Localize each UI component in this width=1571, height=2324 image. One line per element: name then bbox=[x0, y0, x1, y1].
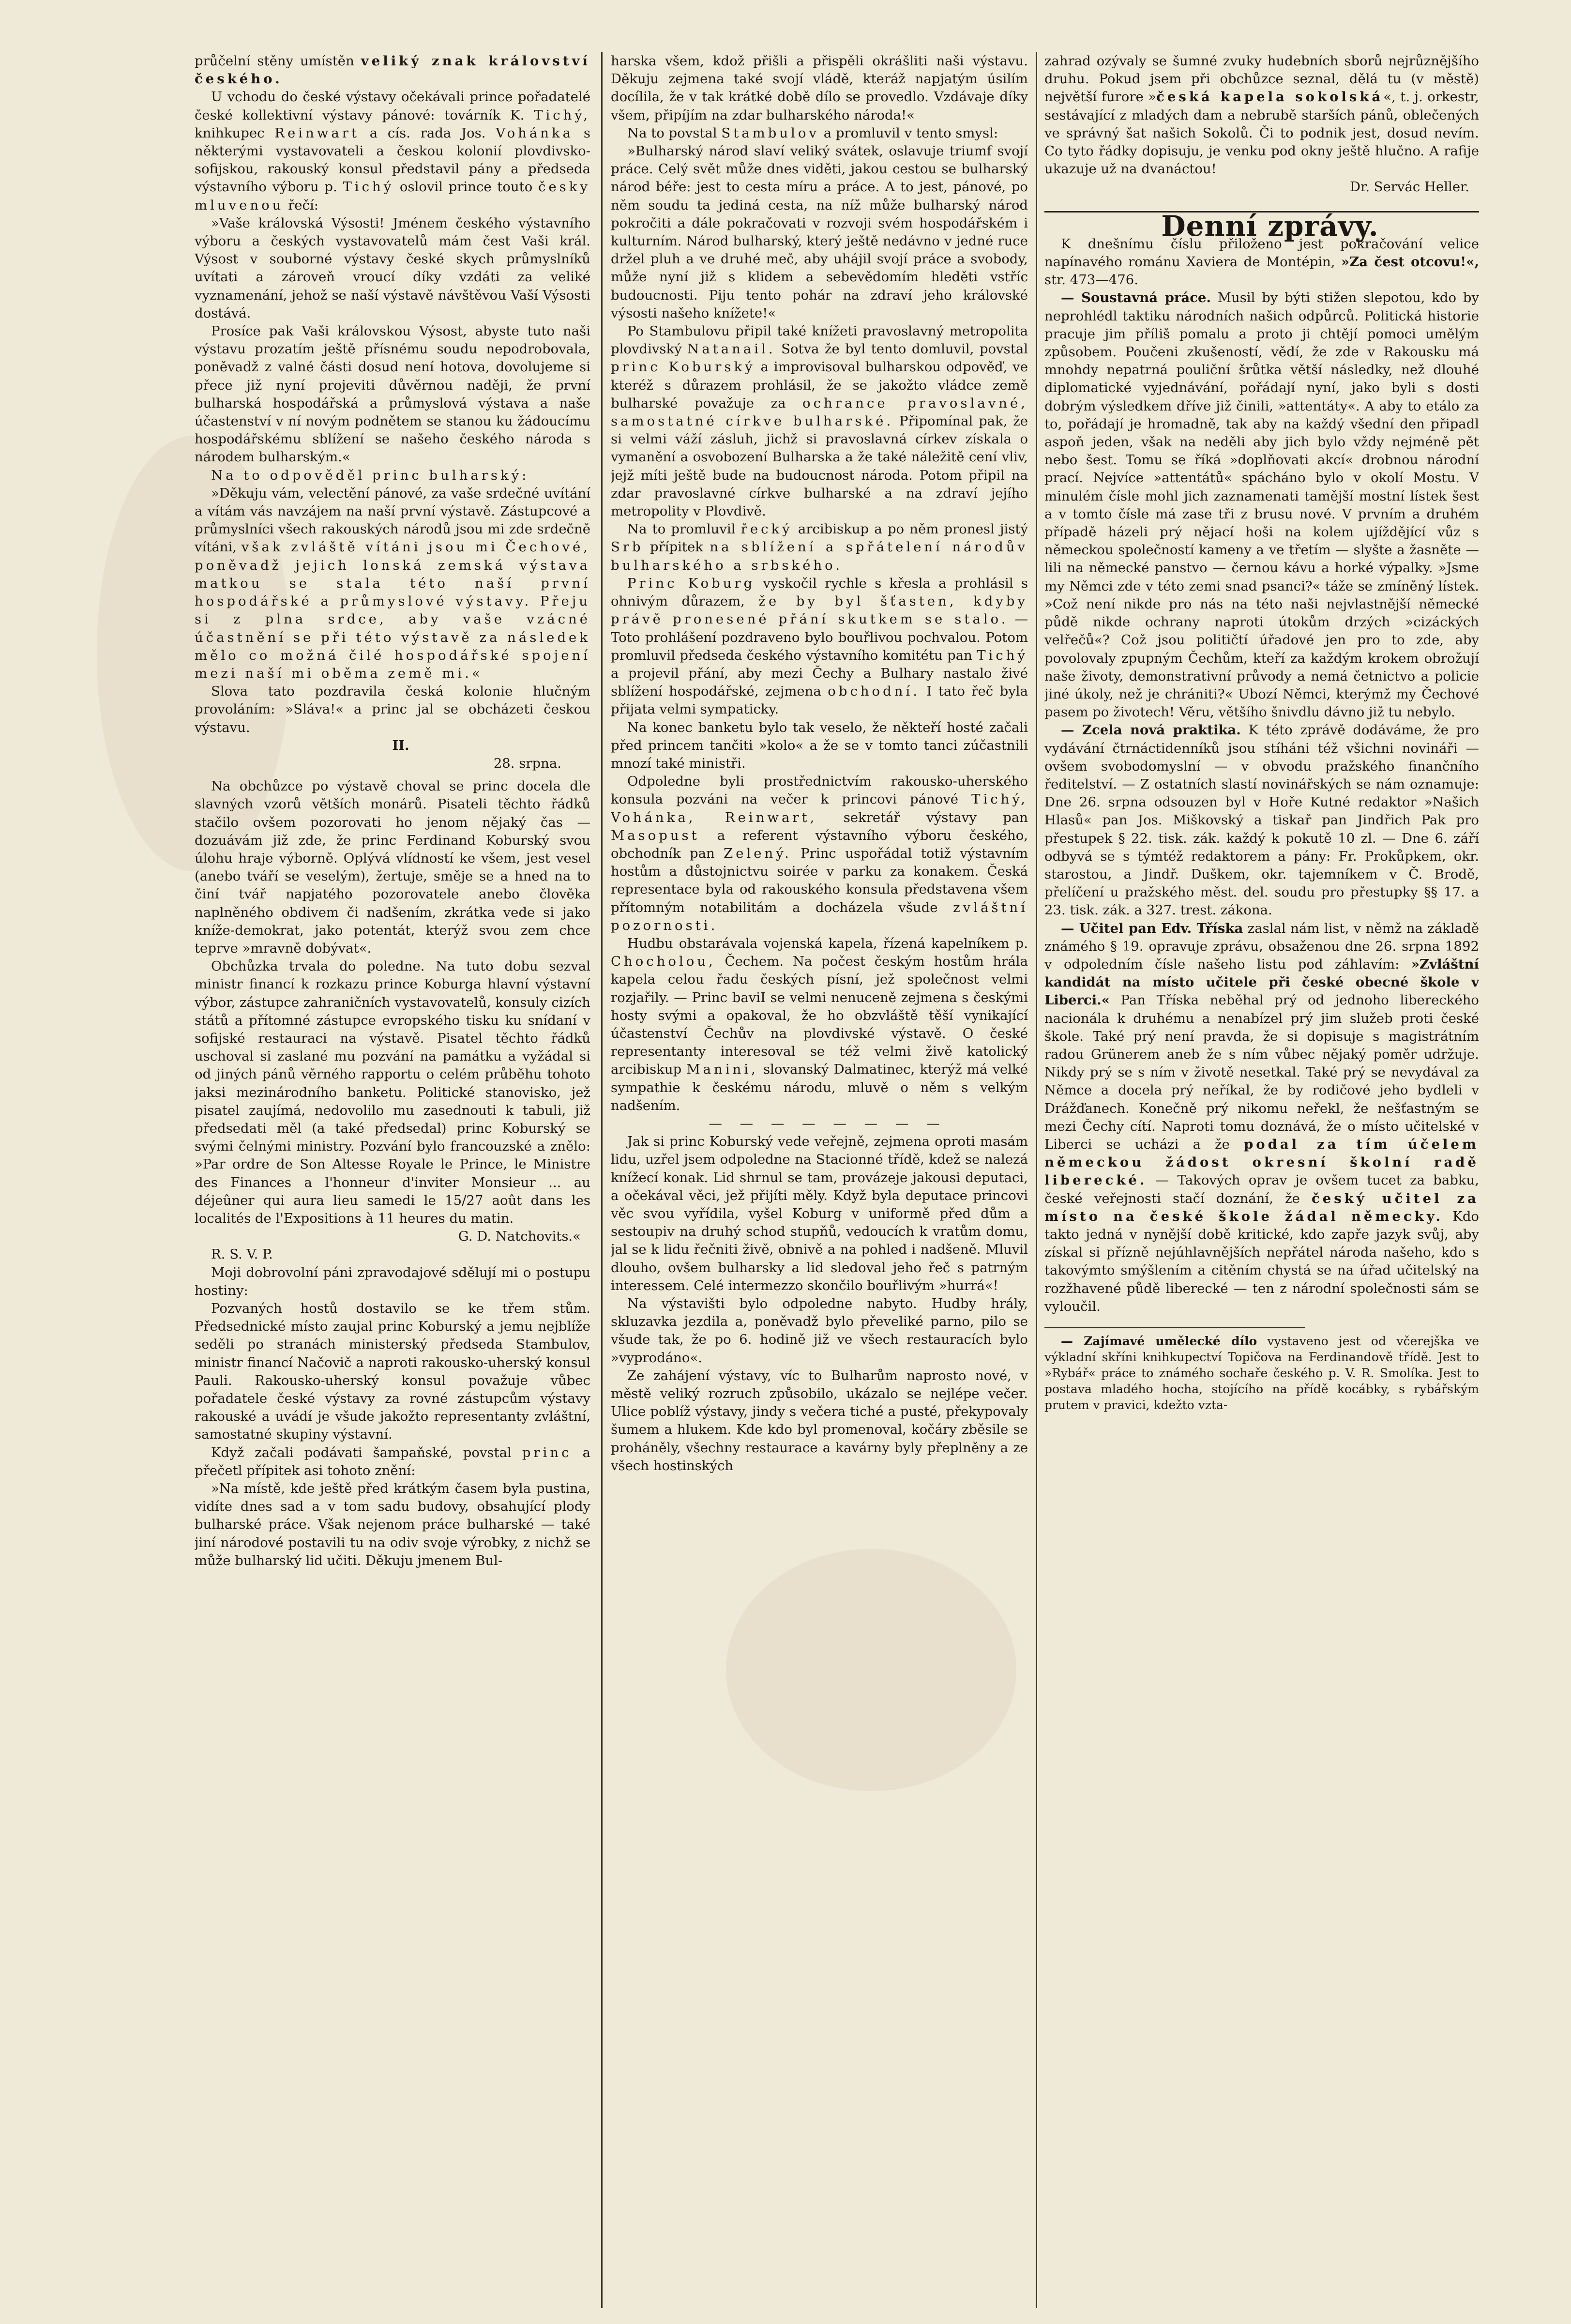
column-rule bbox=[601, 52, 603, 2308]
column-2 bbox=[611, 52, 1028, 2318]
paragraph: Odpoledne byli prostřednictvím rakousko-uherského konsula pozváni na večer k princovi pánové Tichý, Vohánka, Reinwart, sekretář výstavy pan Masopust a referent výstavního výboru českého, obchodník pan Zelený. Princ uspořádal totiž výstavním hostům a důstojnictvu soirée v parku za konakem. Česká representace byla od rakouského konsula představena všem přítomným notabilitám a docházela všude zvláštní pozornosti. bbox=[611, 774, 1028, 933]
rsvp: R. S. V. P. bbox=[211, 1246, 273, 1262]
column-rule bbox=[1036, 52, 1037, 2308]
paragraph: Prosíce pak Vaši královskou Výsost, abyste tuto naši výstavu prozatím ještě přísnému soudu nepodrobovala, poněvadž z valné části dosud není hotova, dovolujeme si přece již nyní projeviti důvěrnou naději, že první bulharská hospodářská a průmyslová výstava a naše účastenství v ní novým podnětem se stanou ku žádoucímu hospodářskému sblížení se našeho českého národa s národem bulharským.« bbox=[195, 323, 590, 465]
paragraph: — Učitel pan Edv. Tříska zaslal nám list, v němž na základě známého § 19. opravuje zprávu, obsaženou dne 26. srpna 1892 v odpoledním čísle našeho listu pod záhlavím: »Zvláštní kandidát na místo učitele při české obecné škole v Liberci.« Pan Tříska neběhal prý od jednoho libereckého nacionála k druhému a nenabízel prý jim služeb proti české škole. Také prý není pravda, že si dopisuje s magistrátním radou Grünerem aneb že s ním vůbec nějaký poměr udržuje. Nikdy prý se s ním v životě nesetkal. Také prý se nevydával za Němce a docela prý neříkal, že by rodičové jeho bydleli v Drážďanech. Konečně prý nikomu neřekl, že nešťastným se mezi Čechy cítí. Naproti tomu doznává, že o místo učitelské v Liberci se ucházi a že podal za tím účelem německou žádost okresní školní radě liberecké. — Takových oprav je ovšem tucet za babku, české veřejnosti stačí doznání, že český učitel za místo na české škole žádal německy. Kdo takto jedná v nynější době kritické, kdo zapře jazyk svůj, aby získal si přízně nejúhlavnějších nepřátel národa našeho, kdo s takovýmto smýšlením a citěním chystá se na úřad učitelský na rozžhavené půdě liberecké — ten z národní společnosti sám se vyloučil. bbox=[1044, 920, 1479, 1314]
paragraph: Hudbu obstarávala vojenská kapela, řízená kapelníkem p. Chocholou, Čechem. Na počest českým hostům hrála kapela celou řadu českých písní, jež společnost velmi rozjařily. — Princ baviI se velmi nenuceně zejmena s českými hosty svými a opakoval, že ho obzvláště těší vynikající účastenství Čechův na plovdivské výstavě. O české representanty interesoval se též velmi živě katolický arcibiskup Manini, slovanský Dalmatinec, kterýž má velké sympathie k českému národu, mluvě o něm s velkým nadšením. bbox=[611, 935, 1028, 1113]
paragraph: — Soustavná práce. Musil by býti stižen slepotou, kdo by neprohlédl taktiku národních našich odpůrců. Politická historie pracuje jim příliš pomalu a proto ji chtějí pomoci umělým způsobem. Poučeni zkušeností, vědí, že zde v Rakousku má mnohdy nepatrná pouliční šrůtka větší následky, než dlouhé diplomatické vyjednávání, pořádají nyní, jako byli s dosti dobrým výsledkem dříve již činili, »attentáty«. A aby to etálo za to, pořádají je hromadně, tak aby na každý všední den připadl aspoň jeden, však na neděli aby jich bylo vždy nejméně pět nebo šest. Tomu se říká »doplňovati akcí« drobnou národní prací. Nejvíce »attentátů« spácháno bylo v okolí Mostu. V minulém čísle mohl jich zaznamenati tamější mostní lístek šest a v tomto čísle má zase tři z brusu nové. V prvním a druhém případě házeli prý nějací hoši na kolem ujíždějící vůz s německou společností kameny a ve třetím — slyšte a žasněte — lili na německé panstvo — černou kávu a horké výpalky. »Jsme my Němci zde v této zemi snad psanci?« táže se zmíněný lístek. »Což není nikde pro nás na této naši nejvlastnější německé půdě nikde ochrany naproti útokům drzých »cizáckých velřečů«? Což jsou političtí úřadové jen pro to zde, aby povolovaly zpupným Čechům, kteří za každým krokem obrožují naše životy, demonstrativní průvody a nemá četnictvo a policie jiné úkoly, než je chrániti?« Ubozí Němci, kterýmž my Čechové pasem po životech! Věru, většího šnivdlu dávno již tu nebylo. bbox=[1044, 290, 1479, 720]
paragraph: Na to povstal Stambulov a promluvil v tento smysl: bbox=[627, 125, 998, 141]
paragraph: Na výstavišti bylo odpoledne nabyto. Hudby hrály, skluzavka jezdila a, poněvadž bylo převeliké parno, pilo se všude tak, že po 6. hodině již ve všech restauracích bylo »vyprodáno«. bbox=[611, 1296, 1028, 1366]
paragraph: »Vaše královská Výsosti! Jménem českého výstavního výboru a českých vystavovatelů mám čest Vaši král. Výsost v souborné výstavy české skych průmyslníků uvítati a zároveň vroucí díky vzdáti za veliké vyznamenání, jehož se naší výstavě návštěvou Vaší Výsosti dostává. bbox=[195, 215, 590, 321]
paragraph: Na to promluvil řecký arcibiskup a po něm pronesl jistý Srb přípitek na sblížení a spřátelení národův bulharského a srbského. bbox=[611, 521, 1028, 573]
divider bbox=[1044, 1327, 1305, 1328]
paragraph: Na obchůzce po výstavě choval se princ docela dle slavných vzorů větších monárů. Pisateli těchto řádků stačilo ovšem pozorovati ho jenom nějaký čas — dozuávám již zde, že princ Ferdinand Koburský svou úlohu hraje výborně. Oplývá vlídností ke všem, jest vesel (anebo tváří se veselým), žertuje, směje se a hned na to činí tvář napjatého pozorovatele anebo člověka naplněného obdivem či nadšením, zkrátka vede si jako kníže-demokrat, jako potentát, kterýž svou zem chce teprve »mravně dobývat«. bbox=[195, 778, 590, 956]
paragraph: Na konec banketu bylo tak veselo, že někteří hosté začali před princem tančiti »kolo« a že se v tomto tanci zúčastnili mnozí také ministři. bbox=[611, 719, 1028, 771]
paragraph: Ze zahájení výstavy, víc to Bulharům naprosto nové, v městě veliký rozruch způsobilo, ukázalo se nejlépe večer. Ulice poblíž výstavy, jindy s večera tiché a pusté, překypovaly šumem a hlukem. Kde kdo byl promenoval, kočáry zběsile se proháněly, všechny restaurace a kavárny byly přeplněny a ze všech hostinských bbox=[611, 1367, 1028, 1473]
paragraph: U vchodu do české výstavy očekávali prince pořadatelé české kollektivní výstavy pánové: továrník K. Tichý, knihkupec Reinwart a cís. rada Jos. Vohánka s některými vystavovateli a českou kolonií plovdivsko-sofijskou, rakouský konsul představil pány a předseda výstavního výboru p. Tichý oslovil prince touto česky mluvenou řečí: bbox=[195, 89, 590, 213]
paragraph: harska všem, kdož přišli a přispěli okrášliti naši výstavu. Děkuju zejmena také svojí vládě, kteráž napjatým úsilím docílila, že v tak krátké době dílo se provedlo. Vzdávaje díky všem, připíjím na zdar bulharského národa!« bbox=[611, 53, 1028, 123]
author-signature: Dr. Servác Heller. bbox=[1350, 179, 1469, 195]
paragraph: »Na místě, kde ještě před krátkým časem byla pustina, vidíte dnes sad a v tom sadu budovy, obsahující plody bulharské práce. Však nejenom práce bulharské — také jiní národové postavili tu na odiv svoje výrobky, z nichž se může bulharský lid učiti. Děkuju jmenem Bul- bbox=[195, 1481, 590, 1568]
column-3 bbox=[1044, 52, 1479, 2318]
paragraph: »Bulharský národ slaví veliký svátek, oslavuje triumf svojí práce. Celý svět může dnes viděti, jakou cestou se bulharský národ béře: jest to cesta míru a práce. A to jest, pánové, po něm soudu ta jediná cesta, na níž může bulharský národ pokročiti a dále pokračovati v rozvoji svém hospodářském i kulturním. Národ bulharský, který ještě nedávno v jedné ruce držel pluh a ve druhé meč, aby uhájil svojí práce a svobody, může nyní již s klidem a sebevědomím hleděti vstříc budoucnosti. Piju tento pohár na zdraví jeho královské výsosti našeho knížete!« bbox=[611, 143, 1028, 321]
paragraph: Po Stambulovu připil také knížeti pravoslavný metropolita plovdivský Natanail. Sotva že byl tento domluvil, povstal princ Koburský a improvisoval bulharskou odpověď, ve kteréž s důrazem prohlásil, že se jakožto vládce země bulharské považuje za ochrance pravoslavné, samostatné církve bulharské. Připomínal pak, že si velmi váží zásluh, jichž si pravoslavná církev získala o vymanění a osvobození Bulharska a že také náležitě cení vliv, jejž míti ještě bude na budoucnost národa. Potom připil na zdar pravoslavné církve bulharské a na zdraví jejího metropolity v Plovdivě. bbox=[611, 323, 1028, 519]
paragraph: — Zajímavé umělecké dílo vystaveno jest od včerejška ve výkladní skříni knihkupectví Topičova na Ferdinandově třídě. Jest to »Rybář« práce to známého sochaře českého p. V. R. Smolíka. Jest to postava mladého hocha, stojícího na přídě kocábky, s rybářským prutem v pravici, kdežto vzta- bbox=[1044, 1334, 1479, 1413]
paragraph: Obchůzka trvala do poledne. Na tuto dobu sezval ministr financí k rozkazu prince Koburga hlavní výstavní výbor, zástupce zahraničních vystavovatelů, konsuly cizích států a přítomné zástupce evropského tisku ku snídaní v sofijské restauraci na výstavě. Pisatel těchto řádků uschoval si zaslané mu pozvání na památku a vyžádal si od jiných pánů věrného rapportu o celém průběhu tohoto jaksi mezinárodního banketu. Politické stanovisko, jež pisatel zaujímá, nedovolilo mu zasednouti k tabuli, již předsedati měl (a také předsedal) princ Koburský se svými čelnými ministry. Pozvání bylo francouzské a znělo: »Par ordre de Son Altesse Royale le Prince, le Ministre des Finances a l'honneur d'inviter Monsieur ... au déjeûner qui aura lieu samedi le 15/27 août dans les localités de l'Expositions à 11 heures du matin. bbox=[195, 958, 590, 1226]
paragraph: zahrad ozývaly se šumné zvuky hudebních sborů nejrůznějšího druhu. Pokud jsem při obchůzce seznal, dělá tu (v městě) největší furore »česká kapela sokolská«, t. j. orkestr, sestávající z mladých dam a nebrubě starších pánů, oblečených ve správný šat našich Sokolů. Či to podnik jest, dosud nevím. Co tyto řádky dopisuju, je venku pod okny ještě hlučno. A rafije ukazuje už na dvanáctou! bbox=[1044, 53, 1479, 177]
paragraph: Jak si princ Koburský vede veřejně, zejmena oproti masám lidu, uzřel jsem odpoledne na Stacionné třídě, kdež se nalezá knížecí konak. Lid shrnul se tam, provázeje jakousi deputaci, a očekával věci, jež přijíti měly. Když byla deputace princovi věc svou vyřídila, vyšel Koburg v uniformě před dům a sestoupiv na druhý schod stupňů, vedoucích k vratům domu, jal se k lidu řečniti živě, obnivě a na pohled i nadšeně. Mluvil dlouho, ovšem bulharsky a lid sledoval jeho řeč s patrným interessem. Celé intermezzo skončilo bouřlivým »hurrá«! bbox=[611, 1134, 1028, 1293]
dateline: 28. srpna. bbox=[493, 755, 561, 771]
signature: G. D. Natchovits.« bbox=[458, 1229, 581, 1245]
paragraph: K dnešnímu číslu přiloženo jest pokračování velice napínavého románu Xaviera de Montépin, »Za čest otcovu!«, str. 473—476. bbox=[1044, 236, 1479, 288]
separator-dashes: — — — — — — — — bbox=[709, 1115, 947, 1131]
paragraph: Na to odpověděl princ bulharský: bbox=[211, 467, 529, 483]
paragraph: Pozvaných hostů dostavilo se ke třem stům. Předsednické místo zaujal princ Koburský a jemu nejblíže seděli po stranách ministerský předseda Stambulov, ministr financí Načovič a naproti rakousko-uherský konsul Pauli. Rakousko-uherský konsul považuje vůbec pořadatele české výstavy za rovné zástupcům výstavy rakouské a uvádí je všude jakožto representanty zvláštní, samostatné skupiny výstavní. bbox=[195, 1301, 590, 1443]
section-heading: Denní zprávy. bbox=[1161, 209, 1379, 243]
paragraph: — Zcela nová praktika. K této zprávě dodáváme, že pro vydávání čtrnáctidenníků jsou stíháni též všichni novináři — ovšem svobodomyslní — v obvodu pražského finančního ředitelství. — Z ostatních slastí novinářských se nám oznamuje: Dne 26. srpna odsouzen byl v Hoře Kutné redaktor »Našich Hlasů« pan Jos. Miškovský a tiskař pan Jindřich Pak pro přestupek § 22. tisk. zák. každý k pokutě 10 zl. — Dne 6. září odbyvá se s týmtéž redaktorem a pány: Fr. Prokůpkem, okr. starostou, a Jindř. Duškem, okr. tajemníkem v Č. Brodě, přelíčení u pražského měst. del. soudu pro přestupky §§ 17. a 23. tisk. zák. a 327. trest. zákona. bbox=[1044, 722, 1479, 918]
paragraph: Moji dobrovolní páni zpravodajové sdělují mi o postupu hostiny: bbox=[195, 1264, 590, 1298]
column-1 bbox=[195, 52, 590, 2318]
paragraph: průčelní stěny umístěn veliký znak království českého. bbox=[195, 53, 590, 87]
paragraph: Když začali podávati šampaňské, povstal princ a přečetl přípitek asi tohoto znění: bbox=[195, 1444, 590, 1478]
section-number: II. bbox=[392, 737, 409, 753]
paragraph: Princ Koburg vyskočil rychle s křesla a prohlásil s ohnivým důrazem, že by byl šťasten, kdyby právě pronesené přání skutkem se stalo. — Toto prohlášení pozdraveno bylo bouřlivou pochvalou. Potom promluvil předseda českého výstavního komitétu pan Tichý a projevil přání, aby mezi Čechy a Bulhary nastalo živé sblížení hospodářské, zejmena obchodní. I tato řeč byla přijata velmi sympaticky. bbox=[611, 575, 1028, 717]
paragraph: »Děkuju vám, velectění pánové, za vaše srdečné uvítání a vítám vás navzájem na naší první výstavě. Zástupcové a průmyslníci všech rakouských národů jsou mi zde srdečně vítáni, však zvláště vítáni jsou mi Čechové, poněvadž jejich lonská zemská výstava matkou se stala této naší první hospodářské a průmyslové výstavy. Přeju si z plna srdce, aby vaše vzácné účastnění se při této výstavě za následek mělo co možná čilé hospodářské spojení mezi naší mi oběma země mi.« bbox=[195, 485, 590, 681]
paragraph: Slova tato pozdravila česká kolonie hlučným provoláním: »Sláva!« a princ jal se obcházeti českou výstavu. bbox=[195, 684, 590, 735]
